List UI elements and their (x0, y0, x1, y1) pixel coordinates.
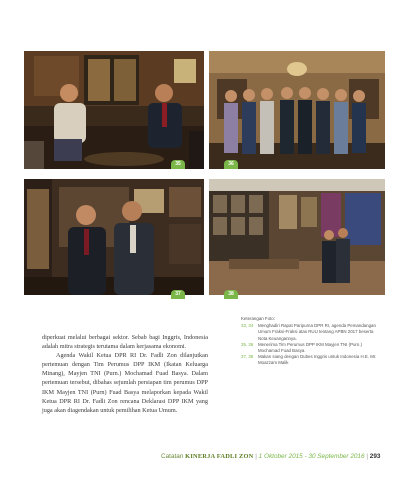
photo-captions (241, 316, 381, 367)
caption-number: 33, 34 (241, 323, 254, 329)
caption-item (241, 323, 381, 342)
footer-lead: Catatan (161, 453, 184, 460)
caption-item (241, 342, 381, 354)
caption-number: 37, 38 (241, 354, 254, 360)
caption-item (241, 354, 381, 366)
caption-text: Menghadiri Rapat Paripurna DPR RI, agenda Pemandangan Umum Fraksi-Fraksi atas RUU tentang APBN 2017 beserta Nota Keuangannya. (258, 323, 376, 341)
photo-number-badge: 38 (224, 290, 238, 299)
footer-separator: | (366, 453, 368, 460)
footer-period: 1 Oktober 2015 - 30 September 2016 (258, 453, 365, 460)
photo-conversation (24, 179, 204, 295)
body-paragraph: Agenda Wakil Ketua DPR RI Dr. Fadli Zon dilanjutkan pertemuan dengan Tim Perumus DPP IKM (Ikatan Keluarga Minang), Mayjen TNI (Purn.) Mochamad Fuad Basya. Dalam pertemuan tersebut, dibahas sejumlah persiapan tim perumus DPP IKM Mayjen TNI (Purn) Fuad Basya melaporkan kepada Wakil Ketua DPR RI Dr. Fadli Zon rencana Deklarasi DPP IKM yang juga akan diagendakan untuk pemilihan Ketua Umum. (42, 352, 208, 414)
photo-number-badge: 37 (171, 290, 185, 299)
article-body (42, 333, 208, 415)
page-number: 293 (369, 453, 381, 460)
photo-group-standing (209, 51, 385, 169)
photo-seated-meeting (24, 51, 204, 169)
photo-number-badge: 36 (224, 160, 238, 169)
captions-title: Keterangan Foto: (241, 316, 275, 321)
photo-number-badge: 35 (171, 160, 185, 169)
footer-brand: KINERJA FADLI ZON (185, 453, 254, 460)
photo-gallery-room (209, 179, 385, 295)
caption-text: Menerima Tim Perumus DPP IKM Mayjen TNI (Purn.) Mochamad Fuad Basya. (258, 341, 363, 354)
caption-text: Makan siang dengan Dubes Inggris untuk Indonesia H.E. Mr. Moazzam Malik (258, 354, 377, 366)
footer-separator: | (255, 453, 257, 460)
body-paragraph: diperkuat melalui berbagai sektor. Sebab bagi Inggris, Indonesia adalah mitra strategis terutama dalam kerjasama ekonomi. (42, 334, 208, 351)
caption-number: 35, 36 (241, 341, 254, 347)
page-footer (161, 453, 401, 460)
